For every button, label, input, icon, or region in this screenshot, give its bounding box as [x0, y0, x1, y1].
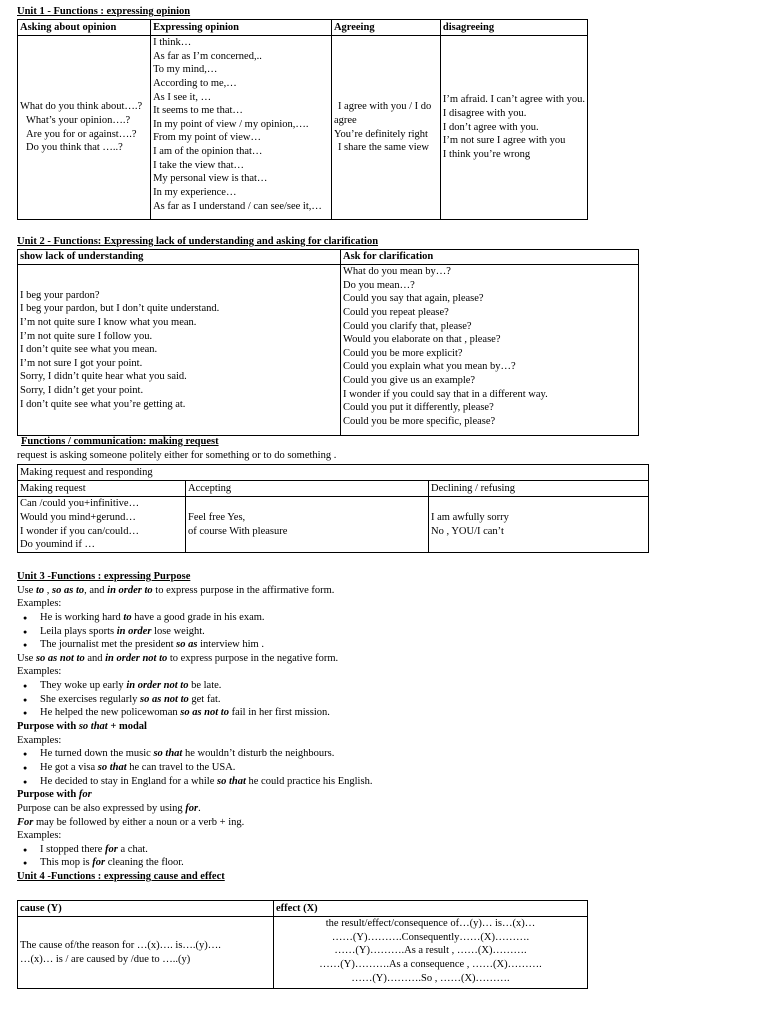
- example-keyword: so that: [217, 775, 246, 787]
- lack-phrase: I beg your pardon, but I don’t quite understand.: [20, 303, 220, 315]
- disagreeing-cell: [440, 36, 587, 220]
- asking-phrase: What do you think about….?: [20, 101, 143, 113]
- lack-phrase: I don’t quite see what you’re getting at.: [20, 398, 186, 410]
- unit3-heading: Unit 3 -Functions : expressing Purpose: [17, 571, 191, 582]
- clarify-header: Ask for clarification: [341, 250, 639, 265]
- asking-cell: [18, 36, 151, 220]
- expressing-phrase: As far as I understand / can see/see it,…: [153, 200, 322, 212]
- example-keyword: so as not to: [140, 693, 189, 705]
- example-text: He helped the new policewoman: [40, 707, 181, 719]
- unit2-heading: Unit 2 - Functions: Expressing lack of understanding and asking for clarification: [17, 236, 379, 247]
- cause-effect-table: [17, 900, 588, 989]
- effect-phrase: the result/effect/consequence of…(y)… is…(x)…: [325, 918, 536, 929]
- expressing-phrase: As I see it, …: [153, 91, 212, 103]
- expressing-phrase: I am of the opinion that…: [153, 146, 263, 158]
- examples-label: Examples:: [17, 830, 62, 842]
- examples-for: [17, 843, 717, 870]
- clarification-table: [17, 249, 639, 436]
- example-text: They woke up early: [40, 680, 127, 692]
- cause-cell: [18, 917, 274, 989]
- clarify-phrase: I wonder if you could say that in a different way.: [343, 388, 548, 400]
- request-definition: request is asking someone politely either for something or to do something .: [17, 450, 337, 461]
- example-keyword: so as not to: [180, 707, 229, 719]
- asking-phrase: Do you think that …..?: [26, 142, 123, 154]
- for-heading: Purpose with for: [17, 789, 92, 801]
- making-header: Making request: [18, 481, 186, 497]
- expressing-cell: [151, 36, 332, 220]
- clarify-phrase: Could you put it differently, please?: [343, 402, 494, 414]
- opinion-header-asking: Asking about opinion: [18, 20, 151, 36]
- clarify-cell: [341, 265, 639, 436]
- disagreeing-phrase: I’m not sure I agree with you: [442, 135, 566, 147]
- example-text: He decided to stay in England for a while: [40, 775, 217, 787]
- disagreeing-phrase: I don’t agree with you.: [442, 121, 539, 133]
- clarify-phrase: What do you mean by…?: [343, 266, 451, 277]
- request-table-title: Making request and responding: [18, 465, 649, 481]
- clarify-phrase: Would you elaborate on that , please?: [343, 334, 501, 346]
- effect-cell: [274, 917, 588, 989]
- example-text: be late.: [188, 680, 222, 692]
- making-phrase: I wonder if you can/could…: [20, 525, 139, 537]
- use-affirmative: Use to , so as to, and in order to to express purpose in the affirmative form.: [17, 584, 335, 596]
- example-text: he could practice his English.: [245, 775, 373, 787]
- expressing-phrase: As far as I’m concerned,..: [153, 50, 262, 62]
- clarify-phrase: Could you explain what you mean by…?: [343, 361, 516, 373]
- example-text: fail in her first mission.: [228, 707, 330, 719]
- example-text: have a good grade in his exam.: [131, 611, 265, 623]
- example-item: [17, 843, 717, 857]
- effect-phrase: ……(Y)……….Consequently……(X)……….: [331, 931, 530, 943]
- example-text: The journalist met the president: [40, 639, 177, 651]
- examples-affirmative: [17, 611, 717, 652]
- expressing-phrase: It seems to me that…: [153, 105, 243, 117]
- example-text: get fat.: [188, 693, 221, 705]
- examples-negative: [17, 679, 717, 720]
- opinion-table: [17, 19, 588, 220]
- clarify-phrase: Could you clarify that, please?: [343, 320, 472, 332]
- example-item: [17, 747, 717, 761]
- expressing-phrase: My personal view is that…: [153, 173, 268, 185]
- request-table: [17, 464, 649, 553]
- disagreeing-phrase: I think you’re wrong: [442, 148, 531, 160]
- example-text: I stopped there: [40, 843, 106, 855]
- example-item: [17, 638, 717, 652]
- example-text: interview him .: [197, 639, 264, 651]
- example-text: He is working hard: [40, 611, 124, 623]
- example-item: [17, 625, 717, 639]
- lack-phrase: I’m not quite sure I know what you mean.: [20, 316, 197, 328]
- example-keyword: in order: [116, 625, 152, 637]
- declining-header: Declining / refusing: [429, 481, 649, 497]
- expressing-phrase: In my point of view / my opinion,….: [153, 118, 309, 130]
- example-keyword: so that: [153, 748, 183, 760]
- agreeing-cell: [331, 36, 440, 220]
- declining-phrase: No , YOU/I can’t: [431, 525, 504, 537]
- unit3-section: [17, 570, 717, 884]
- example-keyword: for: [92, 857, 106, 869]
- effect-phrase: ……(Y)……….As a result , ……(X)……….: [334, 945, 527, 957]
- expressing-phrase: From my point of view…: [153, 132, 261, 144]
- making-phrase: Do youmind if …: [20, 539, 95, 551]
- request-heading: Functions / communication: making request: [21, 436, 219, 447]
- unit4-heading: Unit 4 -Functions : expressing cause and effect: [17, 871, 225, 883]
- example-item: [17, 693, 717, 707]
- expressing-phrase: I think…: [153, 37, 192, 48]
- making-phrase: Would you mind+gerund…: [20, 511, 136, 523]
- expressing-phrase: I take the view that…: [153, 159, 245, 171]
- example-text: Leila plays sports: [40, 625, 117, 637]
- cause-phrase: The cause of/the reason for …(x)…. is….(y)….: [20, 939, 221, 951]
- making-phrase: Can /could you+infinitive…: [20, 498, 140, 510]
- expressing-phrase: In my experience…: [153, 187, 237, 199]
- example-keyword: to: [123, 611, 132, 623]
- making-cell: [18, 497, 186, 553]
- expressing-phrase: To my mind,…: [153, 64, 218, 76]
- example-text: He got a visa: [40, 761, 98, 773]
- accepting-cell: [186, 497, 429, 553]
- opinion-header-disagreeing: disagreeing: [440, 20, 587, 36]
- accepting-phrase: of course With pleasure: [188, 525, 288, 537]
- expressing-phrase: According to me,…: [153, 77, 237, 89]
- examples-label: Examples:: [17, 734, 62, 746]
- example-item: [17, 679, 717, 693]
- cause-header: cause (Y): [18, 901, 274, 917]
- lack-phrase: Sorry, I didn’t get your point.: [20, 385, 144, 397]
- examples-label: Examples:: [17, 666, 62, 678]
- cause-phrase: …(x)… is / are caused by /due to …..(y): [20, 953, 191, 965]
- accepting-phrase: Feel free Yes,: [188, 511, 246, 523]
- example-item: [17, 761, 717, 775]
- effect-header: effect (X): [274, 901, 588, 917]
- clarify-phrase: Could you be more specific, please?: [343, 416, 496, 428]
- example-item: [17, 611, 717, 625]
- example-keyword: in order not to: [126, 680, 189, 692]
- sothat-heading: Purpose with so that + modal: [17, 721, 147, 733]
- unit1-heading: Unit 1 - Functions : expressing opinion: [17, 6, 191, 17]
- example-text: lose weight.: [151, 625, 205, 637]
- declining-phrase: I am awfully sorry: [431, 511, 509, 523]
- example-text: cleaning the floor.: [105, 857, 184, 869]
- examples-sothat: [17, 747, 717, 788]
- example-item: [17, 706, 717, 720]
- example-text: a chat.: [117, 843, 148, 855]
- agreeing-phrase: I share the same view: [337, 142, 429, 154]
- asking-phrase: Are you for or against….?: [26, 128, 137, 140]
- example-item: [17, 856, 717, 870]
- example-keyword: so that: [97, 761, 127, 773]
- example-item: [17, 775, 717, 789]
- disagreeing-phrase: I’m afraid. I can’t agree with you.: [442, 94, 585, 106]
- effect-phrase: ……(Y)……….So , ……(X)……….: [351, 972, 510, 984]
- opinion-header-agreeing: Agreeing: [331, 20, 440, 36]
- lack-header: show lack of understanding: [18, 250, 341, 265]
- example-keyword: so as: [176, 639, 198, 651]
- lack-phrase: Sorry, I didn’t quite hear what you said.: [20, 371, 187, 383]
- clarify-phrase: Could you give us an example?: [343, 375, 476, 387]
- lack-phrase: I beg your pardon?: [20, 289, 100, 301]
- accepting-header: Accepting: [186, 481, 429, 497]
- example-text: he can travel to the USA.: [126, 761, 236, 773]
- lack-phrase: I don’t quite see what you mean.: [20, 344, 158, 356]
- agreeing-phrase: You’re definitely right: [333, 128, 428, 140]
- examples-label: Examples:: [17, 598, 62, 610]
- example-text: He turned down the music: [40, 748, 154, 760]
- opinion-header-expressing: Expressing opinion: [151, 20, 332, 36]
- effect-phrase: ……(Y)……….As a consequence , ……(X)……….: [319, 958, 542, 970]
- agreeing-phrase: agree: [333, 114, 357, 126]
- disagreeing-phrase: I disagree with you.: [442, 108, 527, 120]
- declining-cell: [429, 497, 649, 553]
- for-line-1: Purpose can be also expressed by using for.: [17, 802, 201, 814]
- lack-phrase: I’m not sure I got your point.: [20, 357, 143, 369]
- asking-phrase: What’s your opinion….?: [26, 114, 131, 126]
- example-text: he wouldn’t disturb the neighbours.: [182, 748, 335, 760]
- agreeing-phrase: I agree with you / I do: [337, 101, 432, 113]
- example-keyword: for: [105, 843, 118, 855]
- example-text: She exercises regularly: [40, 693, 141, 705]
- clarify-phrase: Could you be more explicit?: [343, 347, 463, 359]
- use-negative: Use so as not to and in order not to to express purpose in the negative form.: [17, 652, 339, 664]
- for-line-2: For may be followed by either a noun or a verb + ing.: [17, 816, 245, 828]
- clarify-phrase: Could you say that again, please?: [343, 293, 484, 305]
- lack-cell: [18, 265, 341, 436]
- example-text: This mop is: [40, 857, 93, 869]
- lack-phrase: I’m not quite sure I follow you.: [20, 330, 153, 342]
- clarify-phrase: Could you repeat please?: [343, 306, 449, 318]
- clarify-phrase: Do you mean…?: [343, 279, 415, 291]
